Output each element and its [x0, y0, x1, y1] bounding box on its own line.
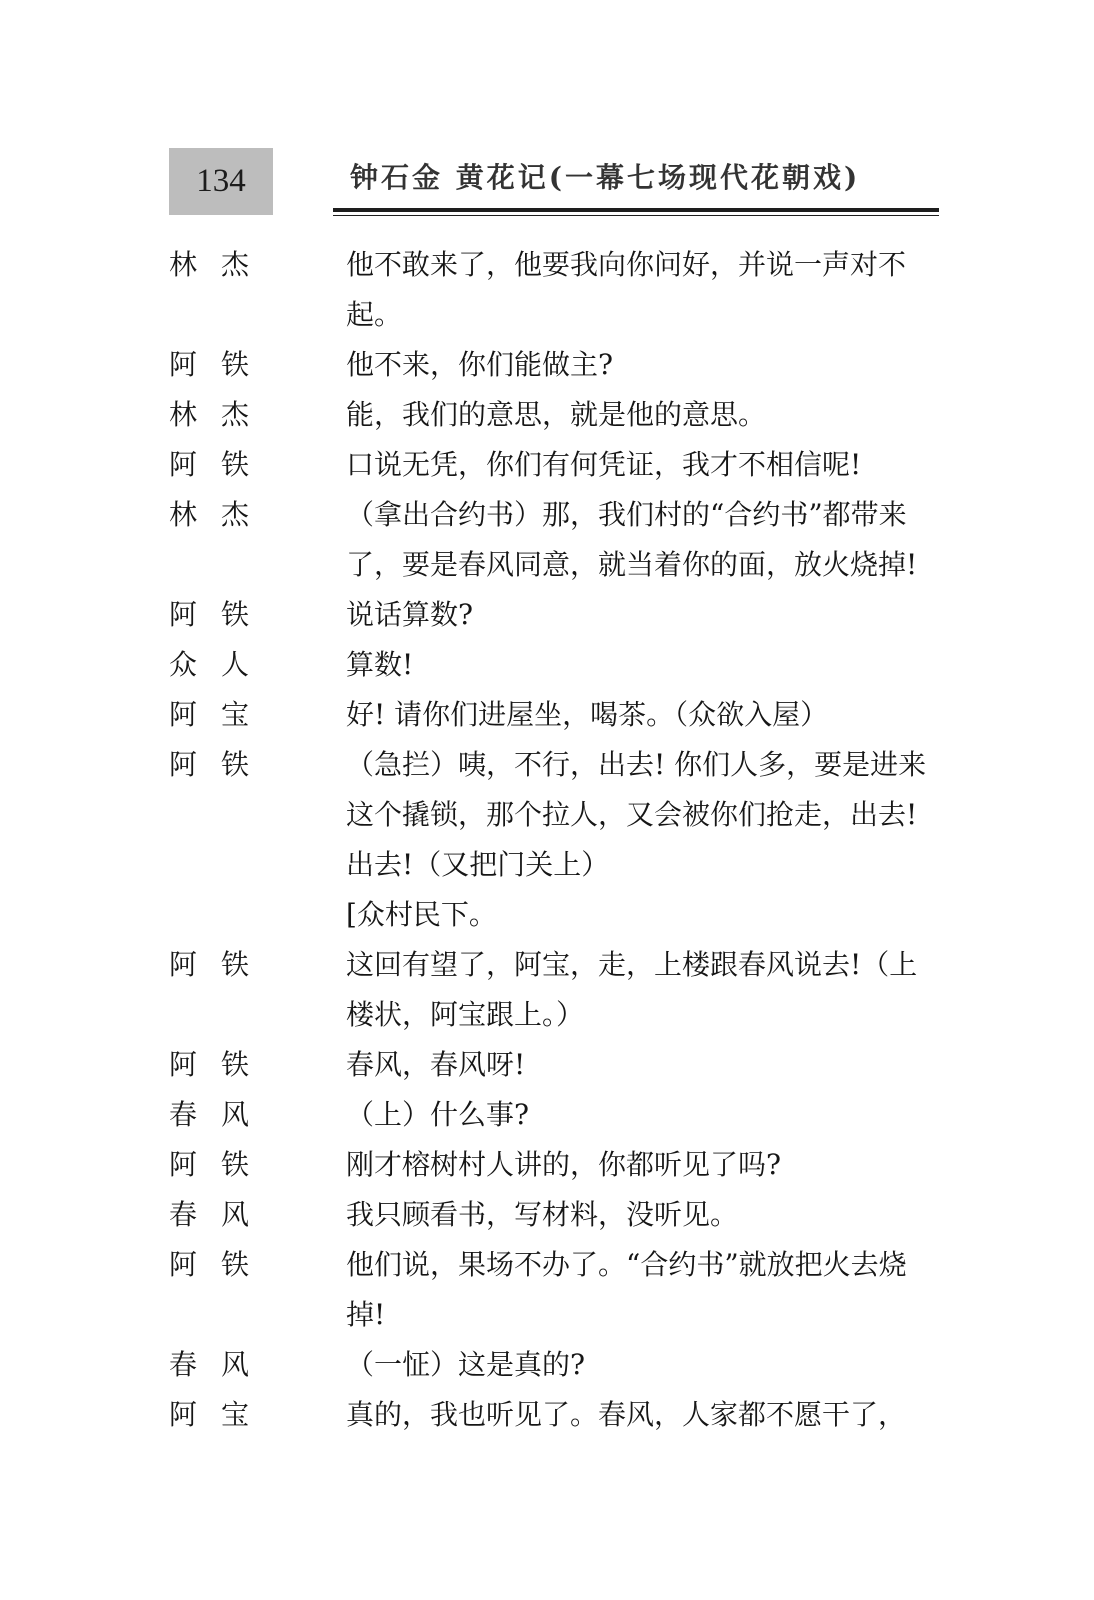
speaker-name: 阿铁: [169, 448, 274, 481]
script-line: [169, 740, 949, 890]
script-line: [169, 1090, 949, 1140]
dialogue-text: 他们说，果场不办了。“合约书”就放把火去烧掉!: [346, 1248, 907, 1331]
script-line: [169, 1190, 949, 1240]
speaker-name: 阿铁: [169, 348, 274, 381]
script-line: [169, 240, 949, 340]
dialogue-text: 真的，我也听见了。春风，人家都不愿干了，: [346, 1398, 907, 1431]
script-line: [169, 390, 949, 440]
dialogue-text: 好! 请你们进屋坐，喝茶。（众欲入屋）: [346, 698, 829, 731]
script-line: [169, 490, 949, 590]
script-line: [169, 640, 949, 690]
speaker-name: 春风: [169, 1098, 274, 1131]
dialogue-text: 他不来，你们能做主?: [346, 348, 614, 381]
speaker-name: 春风: [169, 1348, 274, 1381]
speaker-name: 林杰: [169, 398, 274, 431]
dialogue-text: （上）什么事?: [346, 1098, 530, 1131]
script-line: [169, 690, 949, 740]
dialogue-text: （急拦）咦，不行，出去! 你们人多，要是进来这个撬锁，那个拉人，又会被你们抢走，出去! 出去!（又把门关上）: [346, 748, 927, 881]
stage-direction: [众村民下。: [346, 898, 497, 931]
dialogue-text: （一怔）这是真的?: [346, 1348, 586, 1381]
header-rule-thick: [333, 208, 939, 212]
header-rule-thin: [333, 215, 939, 216]
speaker-name: 阿铁: [169, 598, 274, 631]
script-line: [169, 940, 949, 1040]
speaker-name: [169, 890, 346, 940]
script-line: [169, 1240, 949, 1340]
dialogue-text: 说话算数?: [346, 598, 474, 631]
script-line: [169, 440, 949, 490]
page-number: 134: [169, 148, 273, 215]
dialogue-text: 这回有望了，阿宝，走，上楼跟春风说去!（上楼状，阿宝跟上。）: [346, 948, 918, 1031]
script-line: [169, 1140, 949, 1190]
speaker-name: 春风: [169, 1198, 274, 1231]
dialogue-text: 我只顾看书，写材料，没听见。: [346, 1198, 739, 1231]
speaker-name: 阿铁: [169, 1048, 274, 1081]
script-line: [169, 1390, 949, 1440]
dialogue-text: （拿出合约书）那，我们村的“合约书”都带来了，要是春风同意，就当着你的面，放火烧掉!: [346, 498, 918, 581]
speaker-name: 林杰: [169, 498, 274, 531]
speaker-name: 阿铁: [169, 1248, 274, 1281]
speaker-name: 林杰: [169, 248, 274, 281]
script-line: [169, 340, 949, 390]
dialogue-text: 春风，春风呀!: [346, 1048, 526, 1081]
script-line: [169, 1040, 949, 1090]
dialogue-text: 算数!: [346, 648, 414, 681]
dialogue-text: 他不敢来了，他要我向你问好，并说一声对不起。: [346, 248, 907, 331]
speaker-name: 众人: [169, 648, 274, 681]
speaker-name: 阿宝: [169, 698, 274, 731]
speaker-name: 阿宝: [169, 1398, 274, 1431]
script-line: [169, 590, 949, 640]
script-line: [169, 890, 949, 940]
dialogue-text: 口说无凭，你们有何凭证，我才不相信呢!: [346, 448, 862, 481]
script-line: [169, 1340, 949, 1390]
dialogue-text: 刚才榕树村人讲的，你都听见了吗?: [346, 1148, 782, 1181]
speaker-name: 阿铁: [169, 948, 274, 981]
speaker-name: 阿铁: [169, 748, 274, 781]
dialogue-text: 能，我们的意思，就是他的意思。: [346, 398, 767, 431]
script-body: [169, 240, 949, 1440]
speaker-name: 阿铁: [169, 1148, 274, 1181]
running-title: 钟石金 黄花记(一幕七场现代花朝戏): [350, 161, 861, 194]
